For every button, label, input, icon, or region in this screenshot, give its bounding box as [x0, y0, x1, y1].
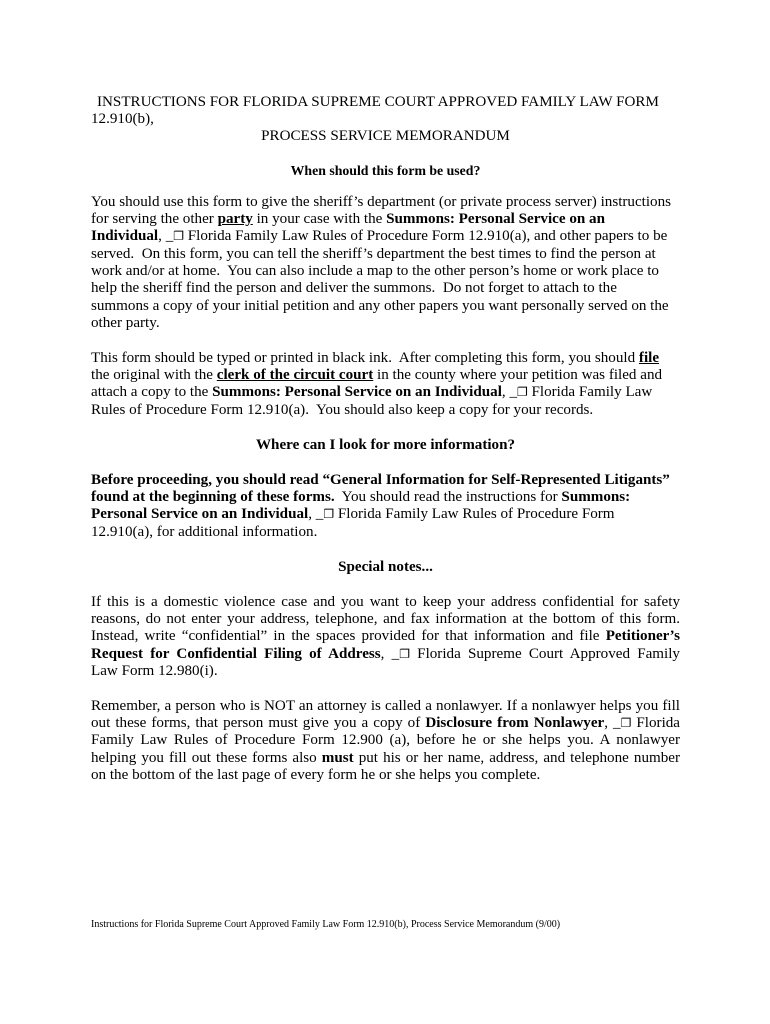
paragraph-line: Rules of Procedure Form 12.910(a). You should also keep a copy for your records. [91, 401, 594, 418]
paragraph-usage [91, 194, 680, 333]
page-footer: Instructions for Florida Supreme Court Approved Family Law Form 12.910(b), Process Service Memorandum (9/00) [91, 919, 561, 930]
paragraph-line: Family Law Rules of Procedure Form 12.900 (a), before he or she helps you. A nonlawyer [91, 732, 680, 749]
form-name-summons: Summons: [561, 488, 631, 505]
term-clerk: clerk of the circuit court [216, 366, 374, 383]
paragraph-line: summons a copy of your initial petition and any other papers you want personally served on the [91, 297, 669, 314]
text-segment: Instead, write “confidential” in the spaces provided for that information and file [91, 628, 606, 645]
bold-text: found at the beginning of these forms. [91, 488, 335, 505]
text-segment: , _ [604, 714, 621, 731]
heading-more-info: Where can I look for more information? [255, 436, 516, 453]
bold-text: Before proceeding, you should read “General Information for Self-Represented Litigants” [91, 471, 670, 488]
form-title [91, 94, 680, 146]
checkbox-icon: ❐ [173, 229, 184, 244]
form-name-summons: Personal Service on an Individual [91, 506, 309, 523]
paragraph-line: served. On this form, you can tell the sheriff’s department the best times to find the person at [91, 245, 656, 262]
form-name-petitioner: Request for Confidential Filing of Address [91, 645, 381, 662]
title-line-2: 12.910(b), [91, 110, 154, 127]
paragraph-more-info [91, 472, 680, 542]
form-name-summons: Individual [91, 228, 159, 245]
checkbox-icon: ❐ [516, 385, 528, 400]
paragraph-line [91, 750, 680, 767]
paragraph-line [91, 628, 680, 645]
paragraph-line [91, 506, 680, 523]
checkbox-icon: ❐ [323, 507, 335, 522]
heading-special-notes: Special notes... [338, 558, 433, 575]
term-party: party [217, 210, 253, 227]
form-name-petitioner: Petitioner’s [605, 628, 680, 645]
paragraph-line [91, 384, 680, 401]
text-segment: , _ [380, 645, 400, 662]
text-segment: out these forms, that person must give you a copy of [91, 714, 426, 731]
text-segment: the original with the [91, 366, 217, 383]
paragraph-line: If this is a domestic violence case and you want to keep your address confidential for safety [91, 593, 680, 610]
heading-when-used: When should this form be used? [290, 163, 481, 178]
text-segment: put his or her name, address, and telephone number [353, 749, 681, 766]
paragraph-line [91, 715, 680, 732]
form-name-disclosure: Disclosure from Nonlawyer [425, 714, 605, 731]
text-segment: Florida Family Law [527, 384, 653, 401]
text-segment: You should read the instructions for [334, 488, 562, 505]
paragraph-line [91, 211, 680, 228]
checkbox-icon: ❐ [620, 715, 632, 730]
paragraph-line [91, 472, 680, 489]
paragraph-line: other party. [91, 315, 160, 332]
paragraph-line: on the bottom of the last page of every form he or she helps you complete. [91, 767, 541, 784]
paragraph-line: 12.910(a), for additional information. [91, 523, 318, 540]
text-segment: helping you fill out these forms also [91, 749, 322, 766]
text-segment: attach a copy to the [91, 384, 213, 401]
text-segment: , _ [158, 228, 174, 245]
paragraph-nonlawyer [91, 698, 680, 785]
term-must: must [321, 749, 354, 766]
text-segment: for serving the other [91, 210, 218, 227]
paragraph-line [91, 367, 680, 384]
paragraph-domestic-violence [91, 594, 680, 681]
text-segment: This form should be typed or printed in black ink. After completing this form, you should [91, 349, 639, 366]
text-segment: , _ [308, 506, 324, 523]
title-line-1: INSTRUCTIONS FOR FLORIDA SUPREME COURT APPROVED FAMILY LAW FORM [97, 93, 659, 110]
paragraph-line [91, 228, 680, 245]
paragraph-line [91, 489, 680, 506]
paragraph-line [91, 350, 680, 367]
paragraph-line: Law Form 12.980(i). [91, 663, 218, 680]
paragraph-line: Remember, a person who is NOT an attorney is called a nonlawyer. If a nonlawyer helps you fill [91, 697, 680, 714]
term-file: file [638, 349, 660, 366]
paragraph-line: reasons, do not enter your address, telephone, and fax information at the bottom of this form. [91, 610, 680, 627]
paragraph-line: work and/or at home. You can also include a map to the other person’s home or work place to [91, 263, 659, 280]
form-name-summons: Summons: Personal Service on an Individual [212, 384, 502, 401]
form-name-summons: Summons: Personal Service on an [386, 210, 605, 227]
title-subtitle: PROCESS SERVICE MEMORANDUM [261, 128, 510, 145]
paragraph-filing [91, 350, 680, 420]
text-segment: , _ [501, 384, 517, 401]
paragraph-line: help the sheriff find the person and deliver the summons. Do not forget to attach to the [91, 280, 617, 297]
text-segment: Florida Family Law Rules of Procedure Form [334, 506, 615, 523]
text-segment: Florida Family Law Rules of Procedure Form 12.910(a), and other papers to be [184, 228, 668, 245]
text-segment: in the county where your petition was filed and [373, 366, 663, 383]
checkbox-icon: ❐ [399, 646, 410, 661]
text-segment: Florida Supreme Court Approved Family [409, 645, 680, 662]
paragraph-line: You should use this form to give the sheriff’s department (or private process server) instructions [91, 193, 672, 210]
text-segment: Florida [631, 714, 681, 731]
paragraph-line [91, 646, 680, 663]
text-segment: in your case with the [252, 210, 387, 227]
